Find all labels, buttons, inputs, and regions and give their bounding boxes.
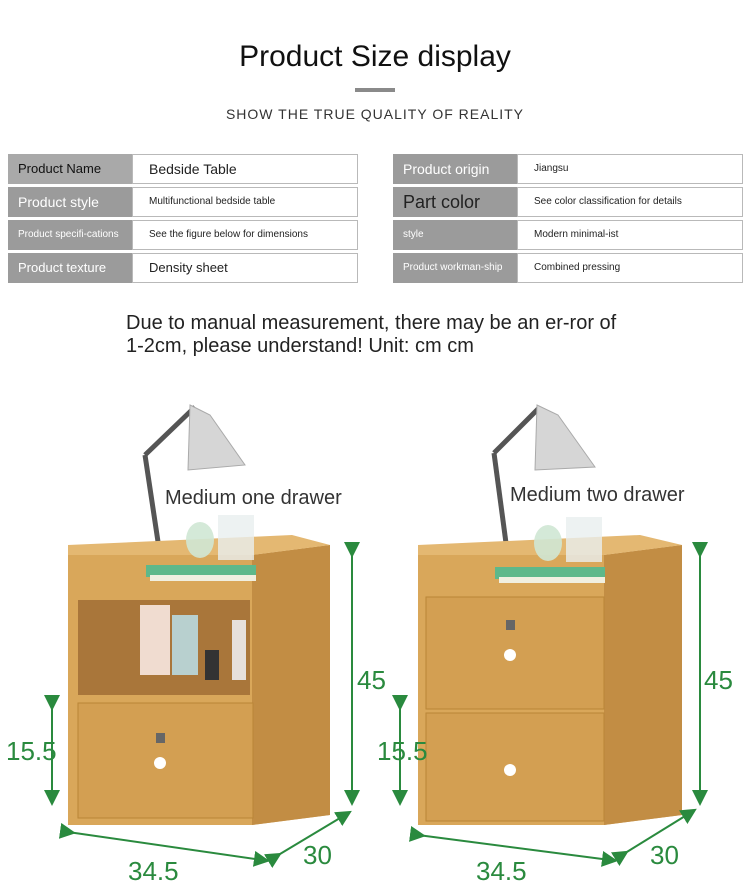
spec-key: Product style	[8, 187, 132, 217]
spec-value: Multifunctional bedside table	[132, 187, 358, 217]
one-drawer-label: Medium one drawer	[165, 487, 342, 509]
spec-row	[393, 187, 743, 217]
one-drawer-cabinet-image	[68, 405, 330, 825]
spec-value: Bedside Table	[132, 154, 358, 184]
spec-row	[393, 154, 743, 184]
spec-key: Product texture	[8, 253, 132, 283]
drawer-height-dimension: 15.5	[377, 736, 428, 766]
spec-row	[8, 154, 358, 184]
spec-row	[8, 220, 358, 250]
spec-value: Density sheet	[132, 253, 358, 283]
two-drawer-cabinet-image	[418, 405, 682, 825]
spec-value: Jiangsu	[517, 154, 743, 184]
spec-key: Product specifi-cations	[8, 220, 132, 250]
page-title: Product Size display	[239, 40, 511, 73]
depth-dimension: 30	[650, 840, 679, 870]
spec-row	[8, 187, 358, 217]
spec-key: Part color	[393, 187, 517, 217]
spec-value: Combined pressing	[517, 253, 743, 283]
height-dimension: 45	[357, 665, 386, 695]
spec-row	[393, 253, 743, 283]
spec-row	[8, 253, 358, 283]
spec-key: Product workman-ship	[393, 253, 517, 283]
product-illustrations	[0, 395, 750, 889]
drawer-height-dimension: 15.5	[6, 736, 57, 766]
measurement-note: Due to manual measurement, there may be an er-ror of 1-2cm, please understand! Unit: cm cm	[126, 312, 617, 357]
spec-value: See color classification for details	[517, 187, 743, 217]
width-dimension: 34.5	[128, 856, 179, 886]
two-drawer-label: Medium two drawer	[510, 484, 685, 506]
spec-key: Product origin	[393, 154, 517, 184]
spec-row	[393, 220, 743, 250]
spec-table-right	[393, 154, 743, 286]
spec-key: style	[393, 220, 517, 250]
spec-value: Modern minimal-ist	[517, 220, 743, 250]
height-dimension: 45	[704, 665, 733, 695]
spec-key: Product Name	[8, 154, 132, 184]
page-subtitle: SHOW THE TRUE QUALITY OF REALITY	[225, 106, 525, 122]
spec-table-left	[8, 154, 358, 286]
width-dimension: 34.5	[476, 856, 527, 886]
depth-dimension: 30	[303, 840, 332, 870]
spec-value: See the figure below for dimensions	[132, 220, 358, 250]
title-divider	[355, 88, 395, 92]
